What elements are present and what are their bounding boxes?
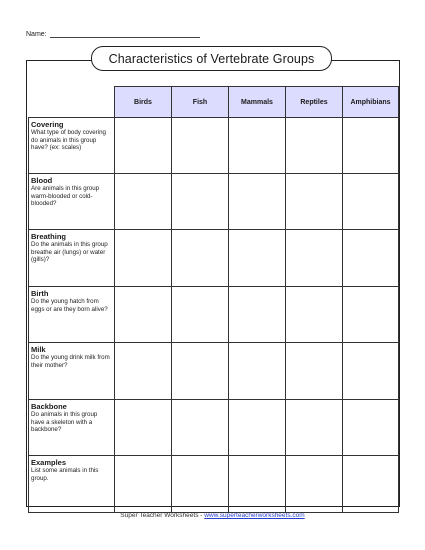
answer-cell[interactable] <box>172 456 229 513</box>
answer-cell[interactable] <box>229 174 286 230</box>
row-description: Do the young hatch from eggs or are they born alive? <box>31 298 108 313</box>
answer-cell[interactable] <box>229 118 286 174</box>
row-header-examples <box>29 456 115 513</box>
row-header-milk <box>29 343 115 400</box>
answer-cell[interactable] <box>286 230 343 287</box>
table-corner <box>29 87 115 118</box>
row-description: Are animals in this group warm-blooded or cold-blooded? <box>31 185 100 208</box>
row-header-breathing <box>29 230 115 287</box>
answer-cell[interactable] <box>286 287 343 343</box>
name-field <box>26 30 200 38</box>
answer-cell[interactable] <box>343 400 399 456</box>
name-blank-line[interactable] <box>50 30 200 38</box>
table-row <box>29 118 399 174</box>
answer-cell[interactable] <box>286 400 343 456</box>
answer-cell[interactable] <box>115 287 172 343</box>
answer-cell[interactable] <box>286 456 343 513</box>
row-header-birth <box>29 287 115 343</box>
table-row <box>29 287 399 343</box>
answer-cell[interactable] <box>343 287 399 343</box>
name-label: Name: <box>26 31 47 38</box>
row-description: What type of body covering do animals in this group have? (ex: scales) <box>31 129 106 152</box>
answer-cell[interactable] <box>115 230 172 287</box>
table-row <box>29 456 399 513</box>
answer-cell[interactable] <box>172 343 229 400</box>
answer-cell[interactable] <box>115 174 172 230</box>
column-header-fish: Fish <box>172 87 229 118</box>
answer-cell[interactable] <box>229 343 286 400</box>
row-description: Do the young drink milk from their mother? <box>31 354 110 369</box>
answer-cell[interactable] <box>172 118 229 174</box>
row-title: Backbone <box>31 402 67 411</box>
footer-text: Super Teacher Worksheets - <box>120 512 205 519</box>
row-title: Covering <box>31 120 64 129</box>
answer-cell[interactable] <box>115 456 172 513</box>
row-header-blood <box>29 174 115 230</box>
column-header-reptiles: Reptiles <box>286 87 343 118</box>
answer-cell[interactable] <box>343 118 399 174</box>
answer-cell[interactable] <box>172 174 229 230</box>
answer-cell[interactable] <box>115 343 172 400</box>
table-row <box>29 174 399 230</box>
answer-cell[interactable] <box>343 230 399 287</box>
row-title: Breathing <box>31 232 67 241</box>
row-title: Birth <box>31 289 49 298</box>
row-header-backbone <box>29 400 115 456</box>
answer-cell[interactable] <box>286 174 343 230</box>
answer-cell[interactable] <box>343 456 399 513</box>
row-title: Examples <box>31 458 67 467</box>
answer-cell[interactable] <box>115 400 172 456</box>
table-header-row <box>29 87 399 118</box>
table-row <box>29 230 399 287</box>
column-header-birds: Birds <box>115 87 172 118</box>
answer-cell[interactable] <box>229 230 286 287</box>
answer-cell[interactable] <box>172 287 229 343</box>
row-title: Milk <box>31 345 46 354</box>
row-title: Blood <box>31 176 53 185</box>
column-header-amphibians: Amphibians <box>343 87 399 118</box>
row-description: Do animals in this group have a skeleton with a backbone? <box>31 411 98 434</box>
row-description: Do the animals in this group breathe air (lungs) or water (gills)? <box>31 241 108 264</box>
table-row <box>29 343 399 400</box>
worksheet-title: Characteristics of Vertebrate Groups <box>91 46 332 71</box>
answer-cell[interactable] <box>343 343 399 400</box>
answer-cell[interactable] <box>229 287 286 343</box>
column-header-mammals: Mammals <box>229 87 286 118</box>
answer-cell[interactable] <box>286 343 343 400</box>
answer-cell[interactable] <box>343 174 399 230</box>
answer-cell[interactable] <box>115 118 172 174</box>
page-footer <box>0 512 425 519</box>
answer-cell[interactable] <box>229 400 286 456</box>
vertebrate-table <box>28 86 399 513</box>
answer-cell[interactable] <box>172 400 229 456</box>
table-row <box>29 400 399 456</box>
answer-cell[interactable] <box>286 118 343 174</box>
answer-cell[interactable] <box>172 230 229 287</box>
footer-link[interactable]: www.superteacherworksheets.com <box>204 512 305 519</box>
row-header-covering <box>29 118 115 174</box>
row-description: List some animals in this group. <box>31 467 99 482</box>
answer-cell[interactable] <box>229 456 286 513</box>
